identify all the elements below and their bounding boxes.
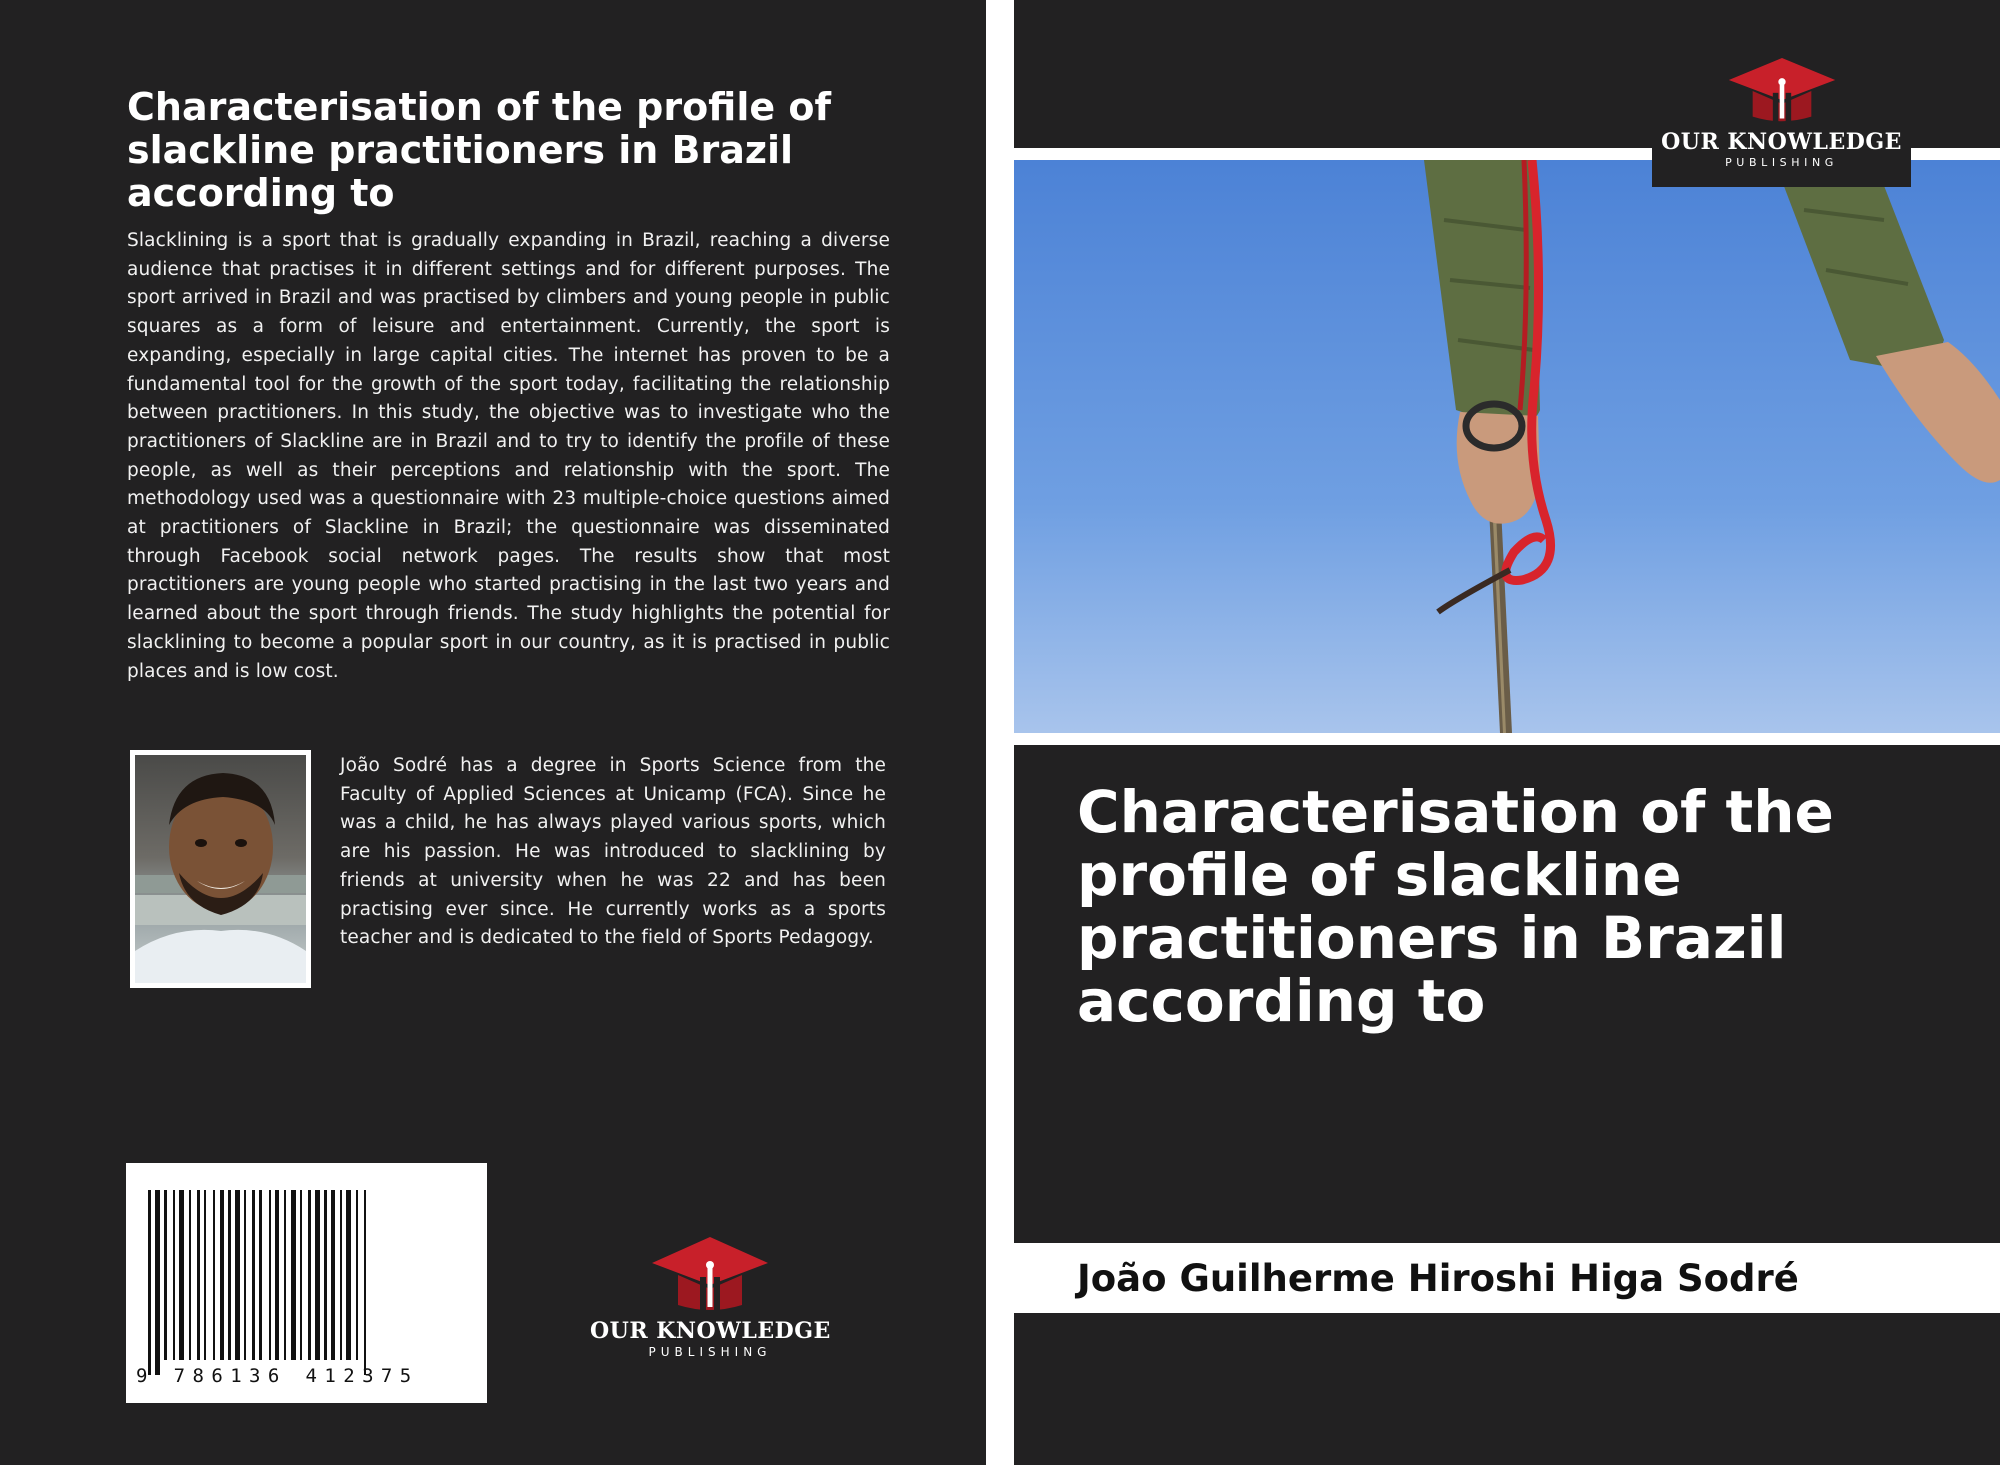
back-cover-title: Characterisation of the profile of slackline practitioners in Brazil according to <box>127 85 832 215</box>
barcode-bar <box>308 1190 311 1360</box>
front-publisher-logo <box>1652 56 1911 169</box>
front-cover-title: Characterisation of the profile of slackline practitioners in Brazil according to <box>1077 778 1834 1035</box>
publisher-tagline: PUBLISHING <box>648 1345 772 1359</box>
author-photo <box>130 750 311 988</box>
barcode-bar <box>275 1190 279 1360</box>
barcode-bar <box>173 1190 175 1360</box>
back-cover <box>0 0 986 1465</box>
barcode-bar <box>197 1190 200 1360</box>
barcode-bar <box>244 1190 246 1360</box>
barcode-bar <box>164 1190 167 1360</box>
publisher-logo <box>590 1233 830 1359</box>
barcode-bar <box>364 1190 366 1375</box>
barcode-bar <box>315 1190 320 1360</box>
publisher-name: OUR KNOWLEDGE <box>590 1318 831 1344</box>
spine-divider <box>986 0 1014 1465</box>
barcode-bar <box>331 1190 335 1360</box>
barcode-bar <box>155 1190 160 1375</box>
barcode-bar <box>340 1190 342 1360</box>
barcode-bar <box>259 1190 262 1360</box>
front-publisher-tagline: PUBLISHING <box>1725 156 1838 169</box>
barcode-bar <box>220 1190 224 1360</box>
graduation-cap-logo-icon <box>650 1233 770 1315</box>
barcode-bar <box>148 1190 151 1375</box>
barcode-bar <box>356 1190 358 1360</box>
barcode-bar <box>204 1190 206 1360</box>
barcode-bar <box>228 1190 231 1360</box>
author-name: João Guilherme Hiroshi Higa Sodré <box>1077 1257 1799 1300</box>
isbn-digits: 9 786136 412375 <box>136 1365 419 1387</box>
cover-photo-slackliner-feet <box>1014 160 2000 733</box>
barcode-bar <box>324 1190 327 1360</box>
barcode-bar <box>269 1190 271 1360</box>
barcode-bar <box>189 1190 191 1360</box>
author-biography: João Sodré has a degree in Sports Science from the Faculty of Applied Sciences at Unicamp (FCA). Since he was a child, he has always played various sports, which are his passion. He was introduced to slacklining by friends at university when he was 22 and has been practising ever since. He currently works as a sports teacher and is dedicated to the field of Sports Pedagogy. <box>340 755 886 949</box>
barcode-bar <box>213 1190 215 1360</box>
barcode-bar <box>179 1190 184 1360</box>
barcode-bar <box>291 1190 296 1360</box>
author-strip <box>1014 1243 2000 1313</box>
barcode-bar <box>346 1190 351 1360</box>
front-publisher-name: OUR KNOWLEDGE <box>1661 129 1902 155</box>
book-description: Slacklining is a sport that is gradually expanding in Brazil, reaching a diverse audience that practises it in different settings and for different purposes. The sport arrived in Brazil and was practised by climbers and young people in public squares as a form of leisure and entertainment. Currently, the sport is expanding, especially in large capital cities. The internet has proven to be a fundamental tool for the growth of the sport today, facilitating the relationship between practitioners. In this study, the objective was to investigate who the practitioners of Slackline are in Brazil and to try to identify the profile of these people, as well as their perceptions and relationship with the sport. The methodology used was a questionnaire with 23 multiple-choice questions aimed at practitioners of Slackline in Brazil; the questionnaire was disseminated through Facebook social network pages. The results show that most practitioners are young people who started practising in the last two years and learned about the sport through friends. The study highlights the potential for slacklining to become a popular sport in our country, as it is practised in public places and is low cost. <box>127 230 890 682</box>
barcode-bar <box>252 1190 255 1360</box>
graduation-cap-logo-icon <box>1727 56 1837 126</box>
barcode-bar <box>235 1190 240 1360</box>
front-publisher-logo-box <box>1652 56 1911 187</box>
barcode-bar <box>284 1190 286 1360</box>
barcode-bar <box>300 1190 302 1360</box>
front-cover-bottom-band <box>1014 1313 2000 1465</box>
isbn-barcode <box>126 1163 487 1403</box>
